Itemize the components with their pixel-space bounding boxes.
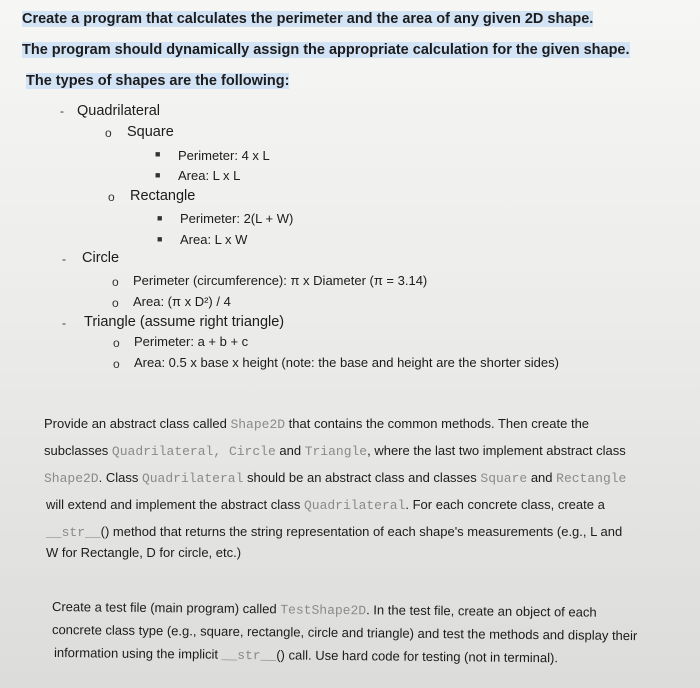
circle-perimeter: Perimeter (circumference): π x Diameter (π = 3.14)	[133, 273, 428, 288]
code-shape2d: Shape2D	[230, 417, 286, 432]
text: () call. Use hard code for testing (not in terminal).	[276, 647, 559, 666]
code-shape2d: Shape2D	[44, 471, 99, 486]
tri-area: Area: 0.5 x base x height (note: the base and height are the shorter sides)	[134, 355, 559, 370]
code-square: Square	[480, 471, 528, 486]
text: . Class	[98, 470, 142, 485]
para1-line-6: W for Rectangle, D for circle, etc.)	[46, 545, 242, 560]
text: Provide an abstract class called	[44, 416, 231, 431]
code-quadrilateral: Quadrilateral	[303, 498, 406, 513]
code-quadrilateral: Quadrilateral	[111, 444, 214, 459]
circle-label: Circle	[82, 250, 120, 266]
dash-bullet: -	[60, 104, 64, 118]
text: () method that returns the string representation of each shape's measurements (e.g., L and	[100, 524, 623, 539]
square-bullet: ■	[155, 149, 161, 159]
para1-line-4	[46, 497, 605, 513]
para1-line-5	[46, 524, 622, 540]
para1-line-2	[44, 443, 626, 459]
circle-area: Area: (π x D²) / 4	[133, 294, 231, 309]
code-str: __str__	[221, 647, 277, 664]
text: . For each concrete class, create a	[405, 497, 605, 512]
text: and	[275, 443, 305, 458]
text: will extend and implement the abstract class	[46, 497, 304, 512]
square-bullet: ■	[155, 170, 161, 180]
text: subclasses	[44, 443, 112, 458]
dash-bullet: -	[62, 252, 66, 266]
quadrilateral-label: Quadrilateral	[77, 103, 161, 119]
code-testshape2d: TestShape2D	[280, 602, 367, 619]
code-str: __str__	[46, 525, 101, 540]
para2-line-2: concrete class type (e.g., square, rectangle, circle and triangle) and test the methods and display their	[51, 622, 638, 644]
circle-bullet: o	[113, 357, 120, 371]
text: , where the last two implement abstract class	[367, 443, 626, 458]
circle-bullet: o	[105, 126, 112, 140]
para2-line-1	[52, 599, 597, 621]
dash-bullet: -	[62, 316, 66, 330]
text: and	[527, 470, 557, 485]
square-perimeter: Perimeter: 4 x L	[178, 148, 270, 163]
circle-bullet: o	[112, 275, 119, 289]
circle-bullet: o	[113, 336, 120, 350]
rectangle-label: Rectangle	[130, 188, 196, 204]
para1-line-3	[44, 470, 626, 486]
circle-bullet: o	[108, 190, 115, 204]
circle-bullet: o	[112, 296, 119, 310]
code-rectangle: Rectangle	[556, 471, 627, 486]
rect-perimeter: Perimeter: 2(L + W)	[180, 211, 294, 226]
para2-line-3	[54, 645, 558, 666]
tri-perimeter: Perimeter: a + b + c	[134, 334, 249, 349]
triangle-label: Triangle (assume right triangle)	[84, 314, 285, 330]
intro-line-3-text: The types of shapes are the following:	[26, 73, 290, 89]
text: information using the implicit	[53, 645, 222, 662]
intro-line-2-text: The program should dynamically assign the appropriate calculation for the given shape.	[22, 42, 630, 58]
code-circle: Circle	[228, 444, 276, 459]
text: Create a test file (main program) called	[51, 599, 281, 617]
text: that contains the common methods. Then create the	[285, 416, 590, 431]
para1-line-1	[44, 416, 589, 432]
text: should be an abstract class and classes	[243, 470, 481, 485]
intro-line-1	[22, 11, 593, 27]
square-area: Area: L x L	[178, 168, 241, 183]
text: . In the test file, create an object of each	[366, 602, 597, 620]
code-triangle: Triangle	[304, 444, 368, 459]
rect-area: Area: L x W	[180, 232, 248, 247]
intro-line-3	[26, 73, 289, 89]
intro-line-1-text: Create a program that calculates the perimeter and the area of any given 2D shape.	[22, 11, 594, 27]
code-quadrilateral: Quadrilateral	[141, 471, 244, 486]
intro-line-2	[22, 42, 630, 58]
code-comma: ,	[213, 444, 229, 459]
square-label: Square	[127, 124, 174, 140]
square-bullet: ■	[157, 213, 163, 223]
square-bullet: ■	[157, 234, 163, 244]
